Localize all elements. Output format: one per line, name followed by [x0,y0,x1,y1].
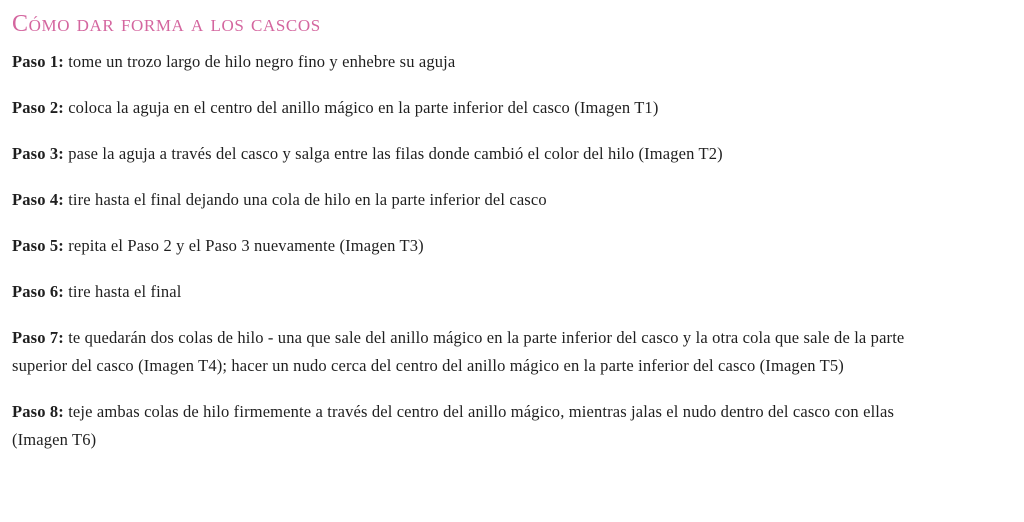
step-label: Paso 3: [12,144,64,163]
step-text: tire hasta el final dejando una cola de hilo en la parte inferior del casco [63,190,547,209]
step-4 [12,186,952,214]
steps-list [12,48,952,454]
step-7 [12,324,952,380]
step-text: repita el Paso 2 y el Paso 3 nuevamente (Imagen T3) [63,236,424,255]
step-label: Paso 8: [12,402,64,421]
step-text: pase la aguja a través del casco y salga entre las filas donde cambió el color del hilo (Imagen T2) [63,144,723,163]
step-label: Paso 4: [12,190,64,209]
step-text: coloca la aguja en el centro del anillo mágico en la parte inferior del casco (Imagen T1) [63,98,659,117]
step-5 [12,232,952,260]
step-1 [12,48,952,76]
step-label: Paso 2: [12,98,64,117]
step-text: te quedarán dos colas de hilo - una que sale del anillo mágico en la parte inferior del casco y la otra cola que sale de la parte superior del casco (Imagen T4); hacer un nudo cerca del centro del anillo mágico en la parte inferior del casco (Imagen T5) [12,328,905,375]
step-label: Paso 1: [12,52,64,71]
step-3 [12,140,952,168]
step-label: Paso 5: [12,236,64,255]
step-label: Paso 6: [12,282,64,301]
step-text: tire hasta el final [63,282,182,301]
step-8 [12,398,952,454]
step-6 [12,278,952,306]
step-text: tome un trozo largo de hilo negro fino y enhebre su aguja [63,52,456,71]
section-heading: Cómo dar forma a los cascos [12,11,321,37]
step-label: Paso 7: [12,328,64,347]
step-2 [12,94,952,122]
step-text: teje ambas colas de hilo firmemente a través del centro del anillo mágico, mientras jalas el nudo dentro del casco con ellas (Imagen T6) [12,402,895,449]
